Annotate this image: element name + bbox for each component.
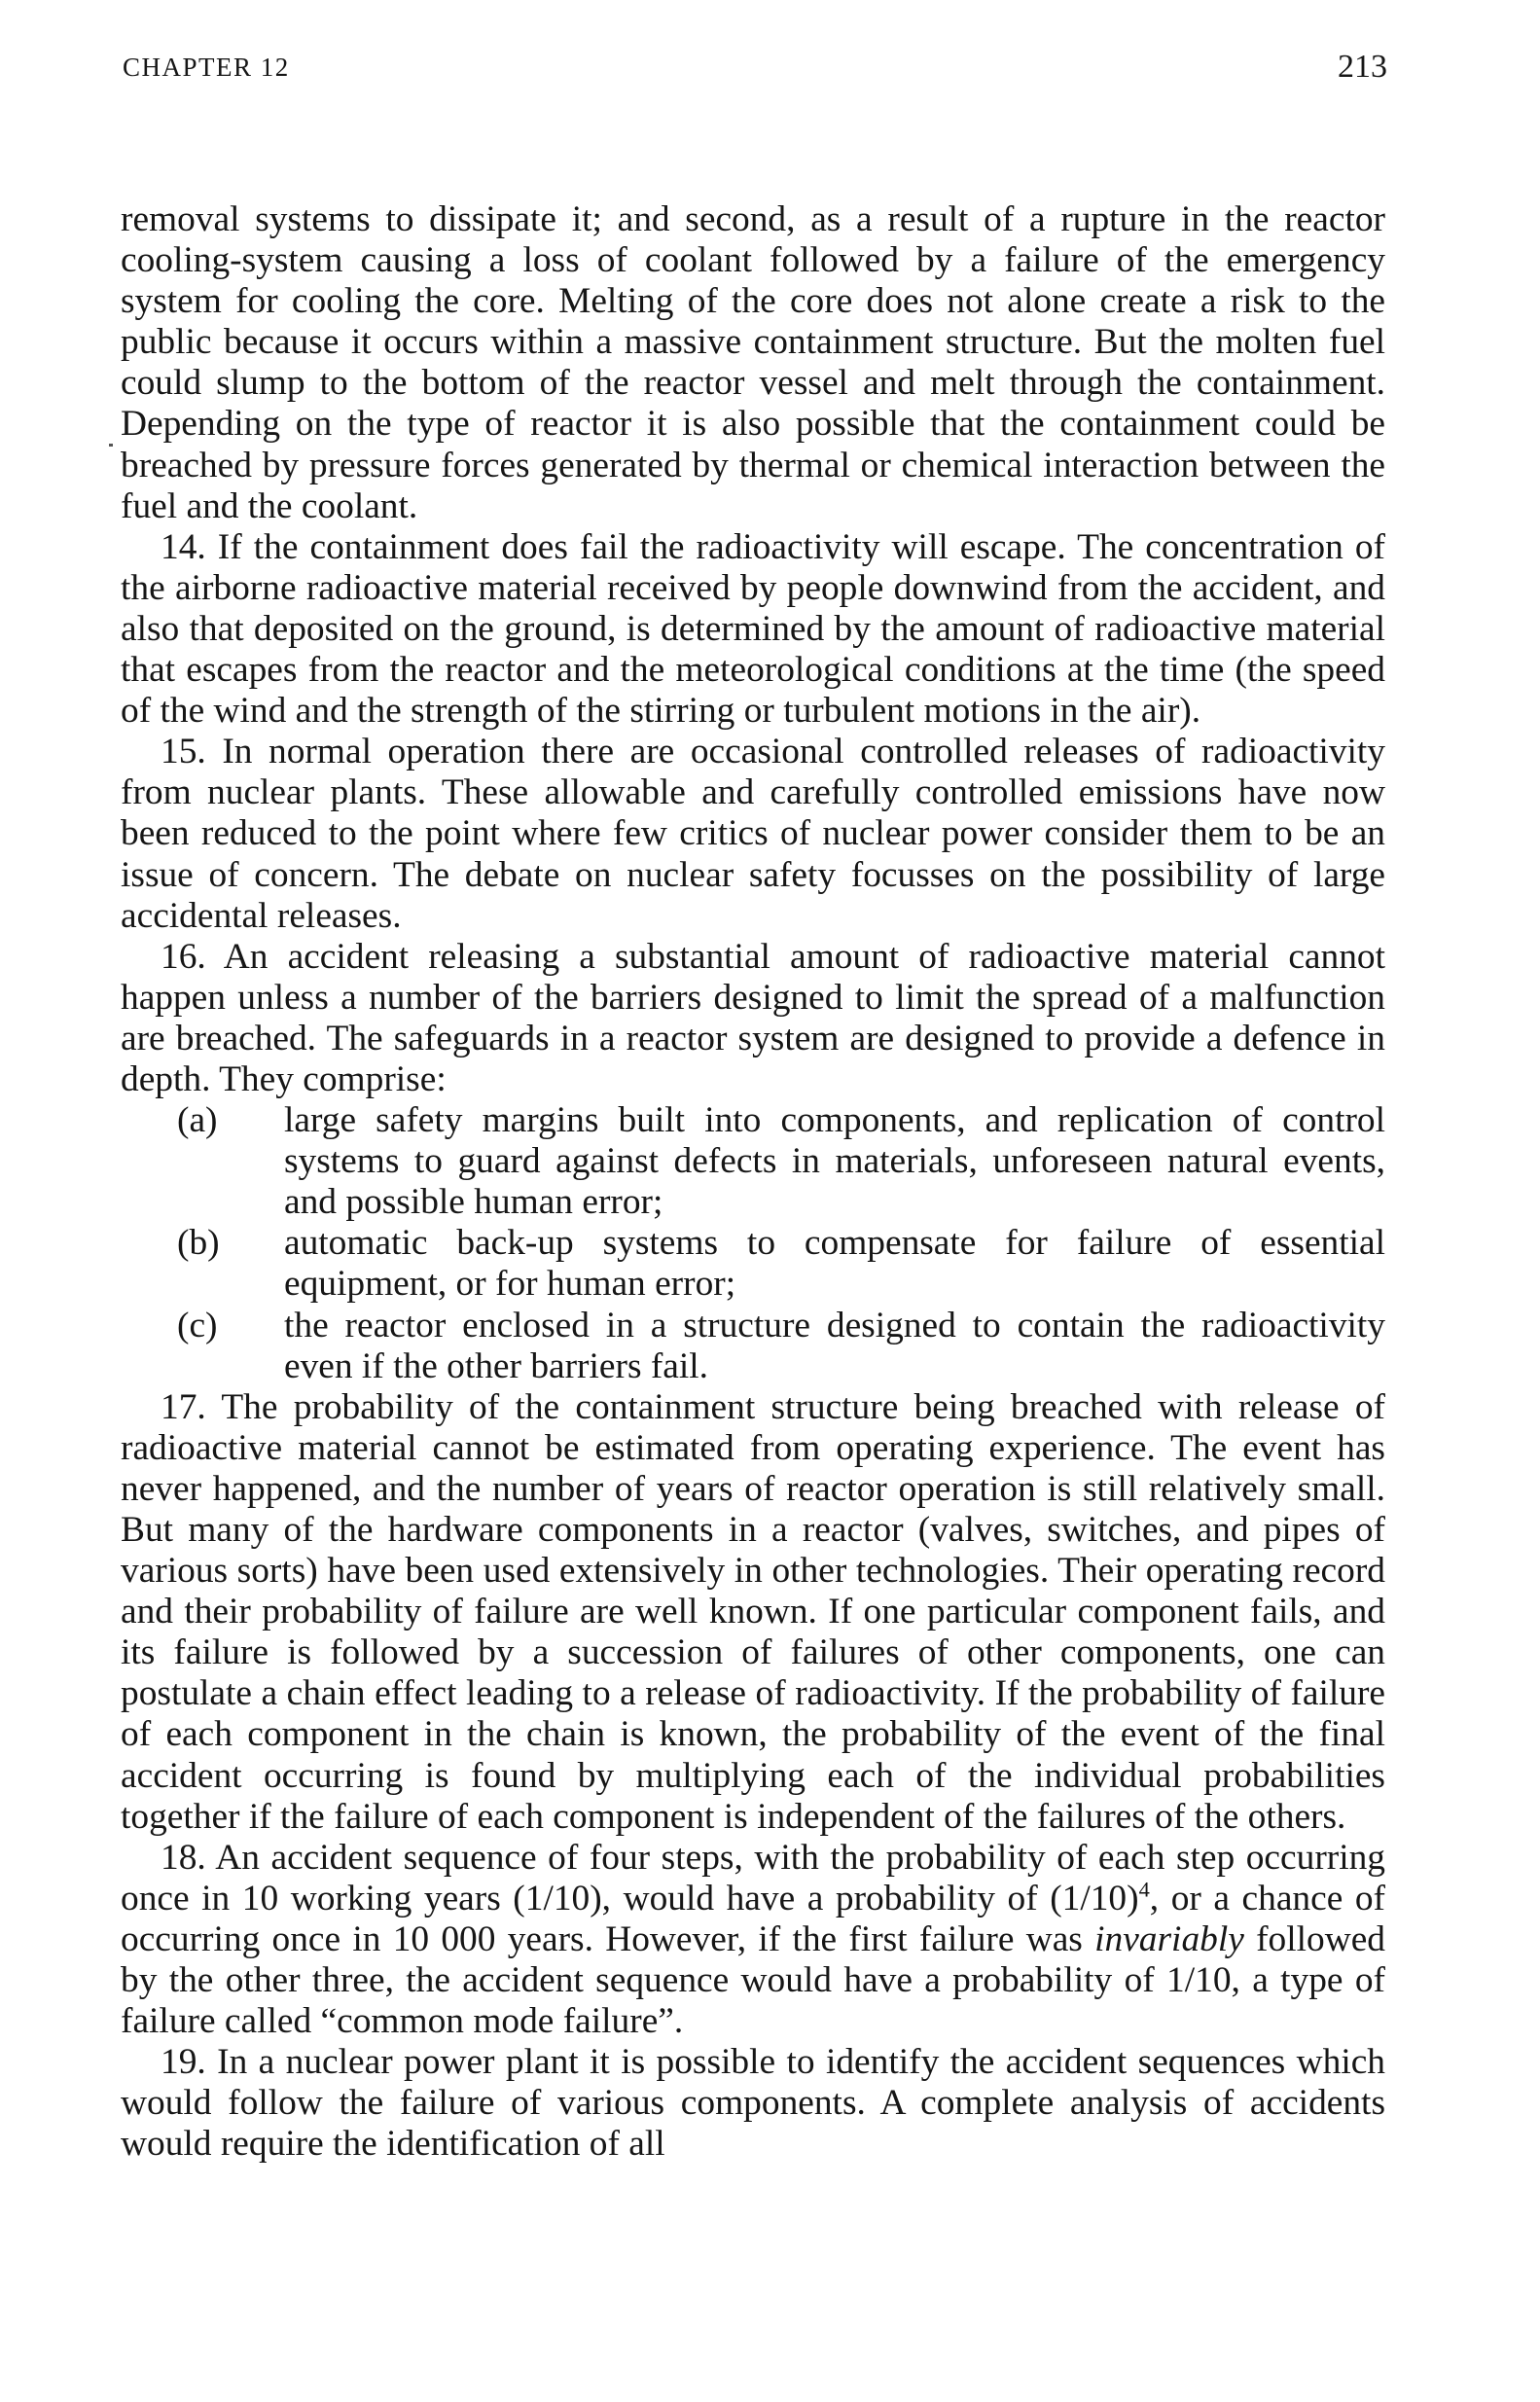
chapter-label: CHAPTER 12 <box>123 53 290 82</box>
emphasis-invariably: invariably <box>1094 1918 1244 1959</box>
list-item-label: (a) <box>177 1100 218 1141</box>
body-text <box>121 199 1385 2166</box>
paragraph-continued: removal systems to dissipate it; and second, as a result of a rupture in the reactor cooling-system causing a loss of coolant followed by a failure of the emergency system for cooling the core. Melting of the core does not alone create a risk to the public because it occurs within a massive containment structure. But the molten fuel could slump to the bottom of the reactor vessel and melt through the containment. Depending on the type of reactor it is also possible that the containment could be breached by pressure forces generated by thermal or chemical interaction between the fuel and the coolant. <box>121 199 1385 526</box>
paragraph-15: 15. In normal operation there are occasional controlled releases of radioactivity from nuclear plants. These allowable and carefully controlled emissions have now been reduced to the point where few critics of nuclear power consider them to be an issue of concern. The debate on nuclear safety focusses on the possibility of large accidental releases. <box>121 732 1385 936</box>
exponent: 4 <box>1138 1877 1150 1902</box>
list-item-text: the reactor enclosed in a structure designed to contain the radioactivity even if the other barriers fail. <box>284 1305 1385 1386</box>
paragraph-18-part-3: followed by the other three, the accident sequence would have a probability of 1/10, a type of failure called “common mode failure”. <box>121 1918 1386 2042</box>
list-item <box>121 1100 1385 1223</box>
safeguard-list <box>121 1100 1385 1387</box>
paragraph-18 <box>121 1838 1385 2042</box>
margin-speck <box>109 444 113 447</box>
paragraph-14: 14. If the containment does fail the radioactivity will escape. The concentration of the airborne radioactive material received by people downwind from the accident, and also that deposited on the ground, is determined by the amount of radioactive material that escapes from the reactor and the meteorological conditions at the time (the speed of the wind and the strength of the stirring or turbulent motions in the air). <box>121 526 1385 732</box>
paragraph-18-part-1: 18. An accident sequence of four steps, with the probability of each step occurring once in 10 working years (1/10), would have a probability of (1/10) <box>121 1837 1385 1918</box>
list-item-label: (c) <box>177 1305 218 1345</box>
list-item <box>121 1306 1385 1387</box>
paragraph-18-part-2: , or a chance of occurring once in 10 000 years. However, if the first failure was <box>121 1878 1385 1959</box>
list-item-label: (b) <box>177 1223 220 1264</box>
paragraph-16: 16. An accident releasing a substantial amount of radioactive material cannot happen unless a number of the barriers designed to limit the spread of a malfunction are breached. The safeguards in a reactor system are designed to provide a defence in depth. They comprise: <box>121 936 1385 1099</box>
paragraph-17: 17. The probability of the containment structure being breached with release of radioactive material cannot be estimated from operating experience. The event has never happened, and the number of years of reactor operation is still relatively small. But many of the hardware components in a reactor (valves, switches, and pipes of various sorts) have been used extensively in other technologies. Their operating record and their probability of failure are well known. If one particular component fails, and its failure is followed by a succession of failures of other components, one can postulate a chain effect leading to a release of radioactivity. If the probability of failure of each component in the chain is known, the probability of the event of the final accident occurring is found by multiplying each of the individual probabilities together if the failure of each component is independent of the failures of the others. <box>121 1386 1385 1837</box>
paragraph-19: 19. In a nuclear power plant it is possible to identify the accident sequences which would follow the failure of various components. A complete analysis of accidents would require the identification of all <box>121 2042 1385 2165</box>
list-item-text: automatic back-up systems to compensate for failure of essential equipment, or for human error; <box>284 1223 1385 1305</box>
list-item <box>121 1223 1385 1305</box>
running-head <box>123 49 1387 91</box>
list-item-text: large safety margins built into components, and replication of control systems to guard against defects in materials, unforeseen natural events, and possible human error; <box>284 1100 1385 1223</box>
page-number: 213 <box>1338 49 1387 85</box>
